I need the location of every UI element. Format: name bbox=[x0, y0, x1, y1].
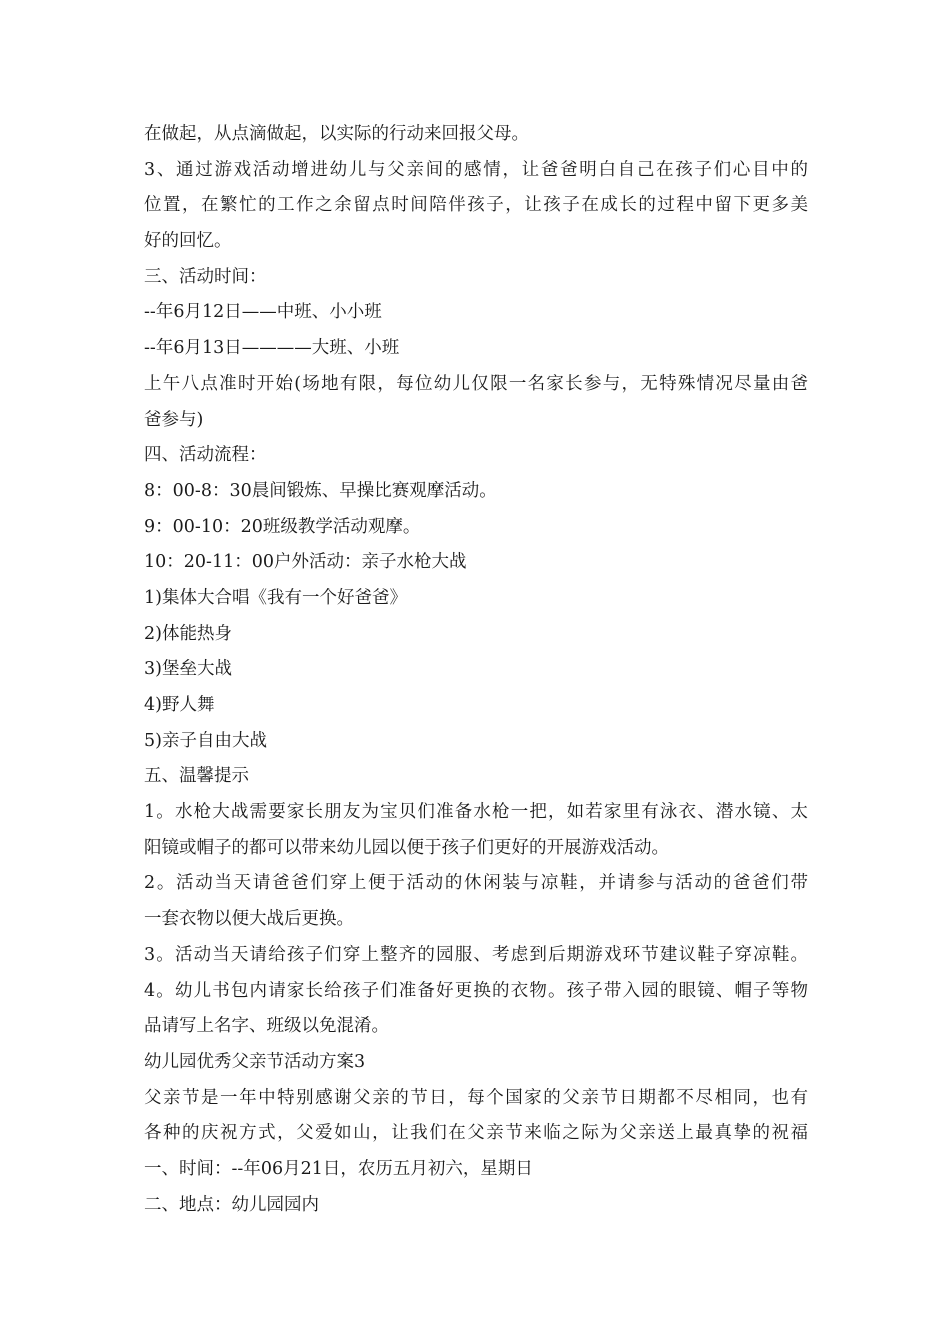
text-line: --年6月12日——中班、小小班 bbox=[144, 302, 382, 323]
text-line: --年6月13日————大班、小班 bbox=[144, 338, 400, 359]
text-line: 一、时间：--年06月21日，农历五月初六，星期日 bbox=[144, 1158, 533, 1179]
text-line: 2。活动当天请爸爸们穿上便于活动的休闲装与凉鞋，并请参与活动的爸爸们带 bbox=[144, 873, 808, 894]
text-line: 上午八点准时开始(场地有限，每位幼儿仅限一名家长参与，无特殊情况尽量由爸 bbox=[144, 373, 808, 394]
text-line: 爸参与) bbox=[144, 409, 204, 430]
text-line: 三、活动时间： bbox=[144, 266, 267, 287]
text-line: 5)亲子自由大战 bbox=[144, 730, 267, 751]
text-line: 一套衣物以便大战后更换。 bbox=[144, 909, 354, 930]
document-body bbox=[144, 117, 808, 1223]
text-line: 父亲节是一年中特别感谢父亲的节日，每个国家的父亲节日期都不尽相同，也有 bbox=[144, 1087, 808, 1108]
text-line: 8：00-8：30晨间锻炼、早操比赛观摩活动。 bbox=[144, 480, 497, 501]
text-line: 9：00-10：20班级教学活动观摩。 bbox=[144, 516, 421, 537]
text-line: 各种的庆祝方式，父爱如山，让我们在父亲节来临之际为父亲送上最真挚的祝福 bbox=[144, 1123, 808, 1144]
text-line: 4)野人舞 bbox=[144, 695, 215, 715]
text-line: 好的回忆。 bbox=[144, 231, 232, 252]
text-line: 1。水枪大战需要家长朋友为宝贝们准备水枪一把，如若家里有泳衣、潜水镜、太 bbox=[144, 802, 808, 823]
text-line: 10：20-11：00户外活动：亲子水枪大战 bbox=[144, 552, 467, 573]
text-line: 3、通过游戏活动增进幼儿与父亲间的感情，让爸爸明白自己在孩子们心目中的 bbox=[144, 159, 808, 180]
text-line: 在做起，从点滴做起，以实际的行动来回报父母。 bbox=[144, 124, 529, 144]
text-line: 位置，在繁忙的工作之余留点时间陪伴孩子，让孩子在成长的过程中留下更多美 bbox=[144, 195, 808, 216]
text-line: 3)堡垒大战 bbox=[144, 659, 232, 680]
text-line: 3。活动当天请给孩子们穿上整齐的园服、考虑到后期游戏环节建议鞋子穿凉鞋。 bbox=[144, 944, 808, 965]
text-line: 二、地点：幼儿园园内 bbox=[144, 1194, 319, 1215]
text-line: 2)体能热身 bbox=[144, 623, 232, 644]
text-line: 1)集体大合唱《我有一个好爸爸》 bbox=[144, 587, 407, 608]
text-line: 幼儿园优秀父亲节活动方案3 bbox=[144, 1051, 366, 1072]
text-line: 五、温馨提示 bbox=[144, 766, 249, 787]
text-line: 四、活动流程： bbox=[144, 445, 267, 466]
text-line: 4。幼儿书包内请家长给孩子们准备好更换的衣物。孩子带入园的眼镜、帽子等物 bbox=[144, 980, 808, 1001]
text-line: 阳镜或帽子的都可以带来幼儿园以便于孩子们更好的开展游戏活动。 bbox=[144, 837, 669, 858]
text-line: 品请写上名字、班级以免混淆。 bbox=[144, 1016, 389, 1037]
